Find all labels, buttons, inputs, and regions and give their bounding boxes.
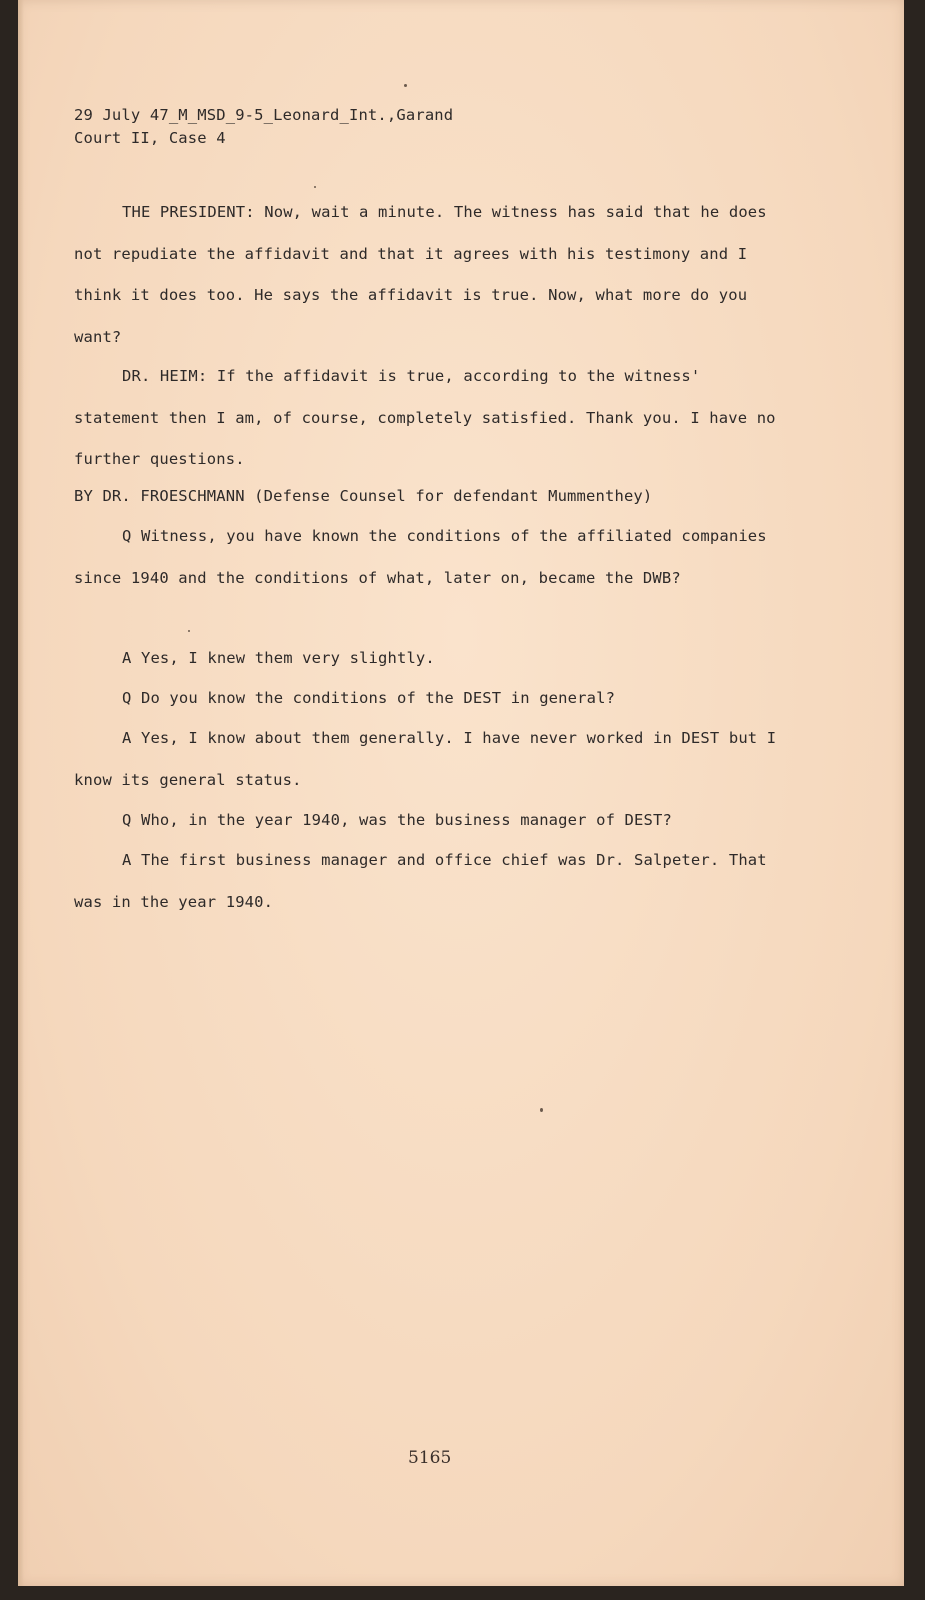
paragraph-heim: DR. HEIM: If the affidavit is true, according to the witness' statement then I am, of course, completely satisfied. Thank you. I have no further questions. [74,367,776,468]
paragraph-q-witness: Q Witness, you have known the conditions of the affiliated companies since 1940 and the conditions of what, later on, became the DWB? [74,527,767,587]
document-page [18,0,904,1586]
paragraph-q-dest-general: Q Do you know the conditions of the DEST in general? [122,689,616,707]
paragraph-a-salpeter: A The first business manager and office chief was Dr. Salpeter. That was in the year 1940. [74,851,767,911]
paragraph-a-yes-slightly: A Yes, I knew them very slightly. [122,649,435,667]
header-line-2: Court II, Case 4 [74,129,226,147]
header-line-1: 29 July 47_M_MSD_9-5_Leonard_Int.,Garand [74,106,454,124]
paragraph-a-generally: A Yes, I know about them generally. I have never worked in DEST but I know its general status. [74,729,777,789]
torn-left-edge [18,0,24,1586]
paper-speck [404,84,407,87]
paragraph-q-business-manager: Q Who, in the year 1940, was the business manager of DEST? [122,811,672,829]
paragraph-president: THE PRESIDENT: Now, wait a minute. The witness has said that he does not repudiate the affidavit and that it agrees with his testimony and I think it does too. He says the affidavit is true. Now, what more do you want? [74,203,767,346]
paper-speck [540,1108,543,1112]
paper-speck [314,186,316,188]
page-number: 5165 [408,1448,452,1468]
paragraph-by-froeschmann: BY DR. FROESCHMANN (Defense Counsel for defendant Mummenthey) [74,487,653,505]
paper-speck [188,630,190,632]
